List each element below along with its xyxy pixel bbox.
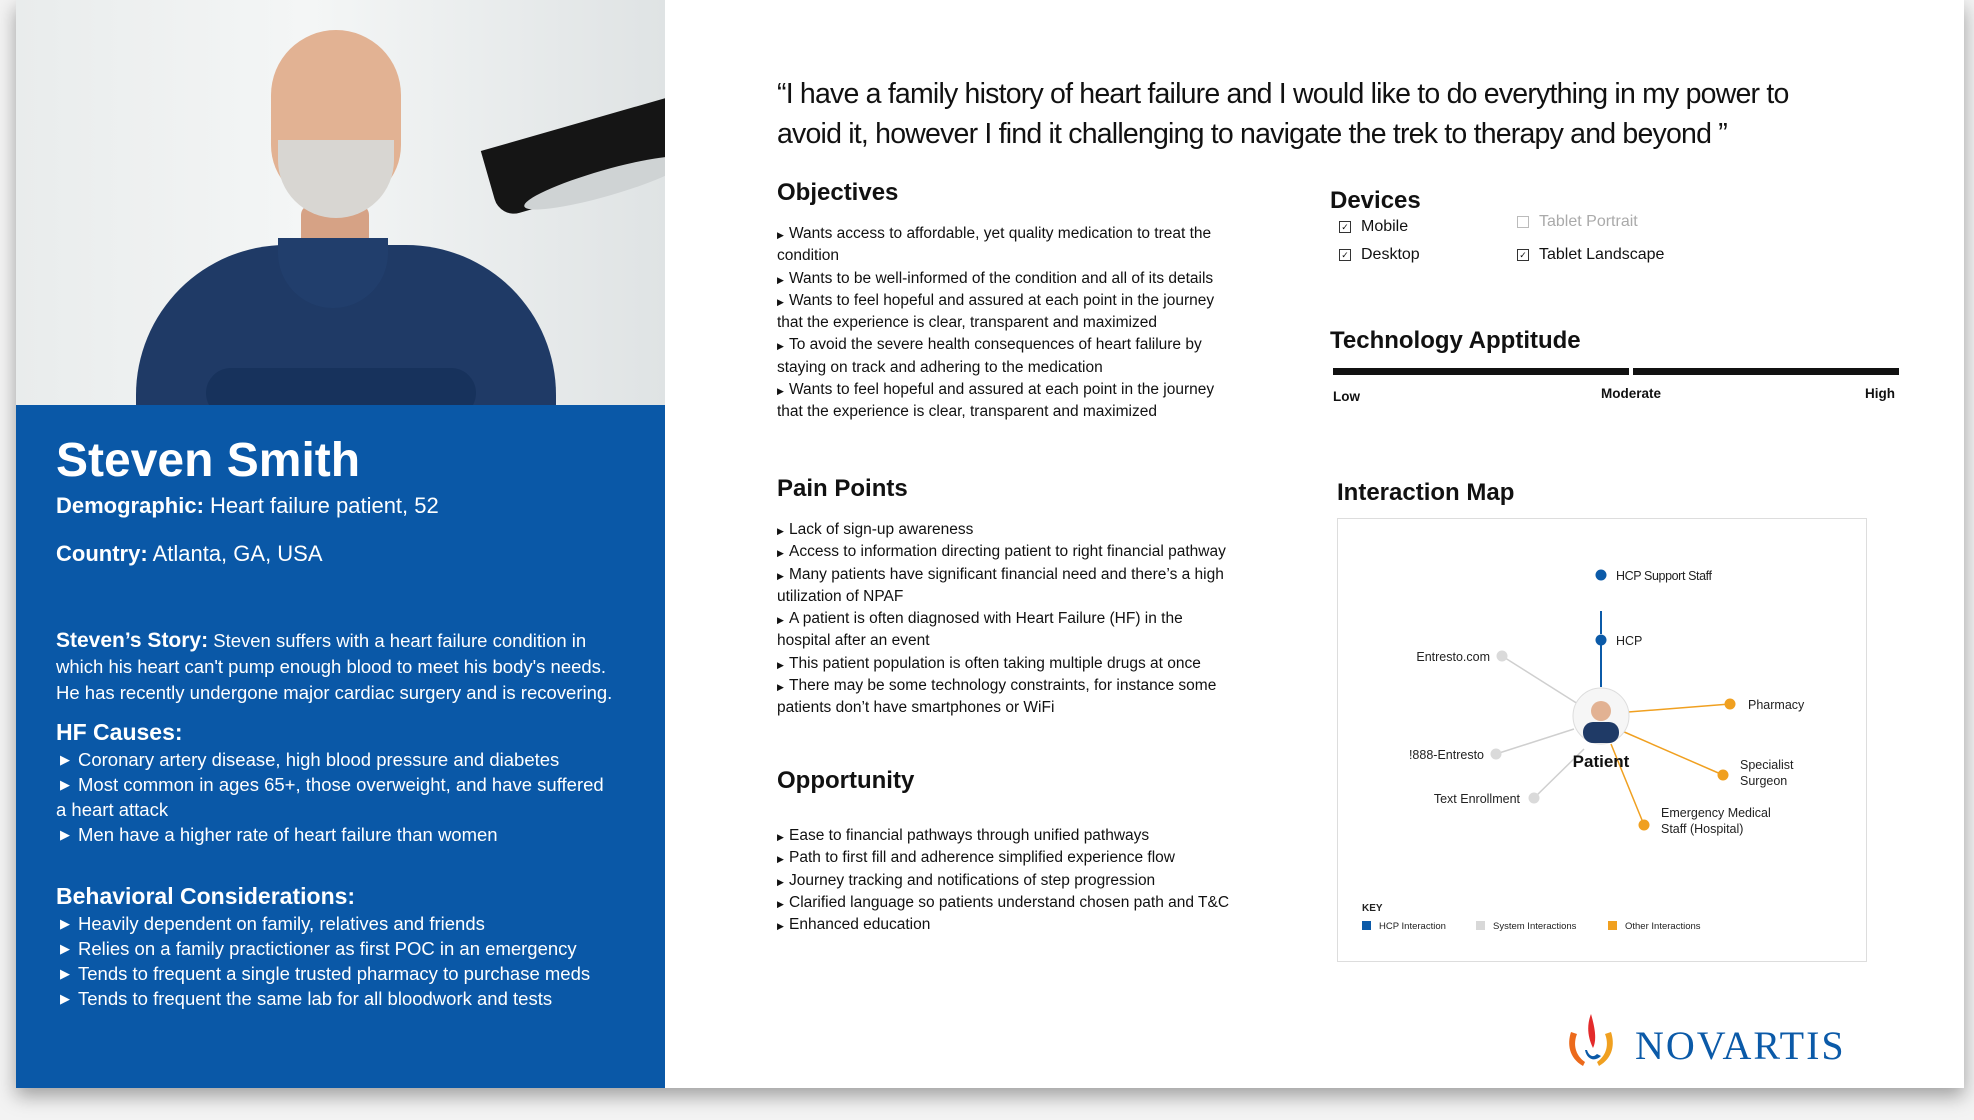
- checkbox-empty-icon: [1517, 216, 1529, 228]
- node-hcp-support-dot: [1596, 570, 1607, 581]
- hf-causes-title: HF Causes:: [56, 719, 183, 745]
- country-label: Country:: [56, 541, 148, 566]
- list-item: that the experience is clear, transparent and maximized: [777, 314, 1157, 332]
- behavioral-title: Behavioral Considerations:: [56, 883, 356, 909]
- node-specialist-dot: [1718, 770, 1729, 781]
- list-item: a heart attack: [56, 799, 169, 820]
- device-mobile: [1339, 218, 1408, 236]
- device-tablet-landscape: [1517, 246, 1664, 264]
- list-item: ▶ Enhanced education: [777, 916, 931, 934]
- key-hcp: HCP Interaction: [1379, 921, 1446, 932]
- novartis-flame-icon: [1565, 1010, 1617, 1070]
- story-text-3: He has recently undergone major cardiac surgery and is recovering.: [56, 682, 613, 703]
- tech-bar-left: [1333, 368, 1629, 375]
- persona-story: [56, 628, 636, 706]
- demographic-line: [56, 493, 439, 519]
- node-text-enrollment-dot: [1529, 793, 1540, 804]
- list-item: ▶ Heavily dependent on family, relatives and friends: [60, 913, 485, 934]
- node-emergency-2: Staff (Hospital): [1661, 822, 1744, 836]
- persona-details-panel: [16, 405, 665, 1088]
- persona-content: [665, 0, 1964, 1088]
- list-item: ▶ This patient population is often taking multiple drugs at once: [777, 654, 1201, 672]
- list-item: utilization of NPAF: [777, 587, 904, 605]
- list-item: ▶ Many patients have significant financial need and there’s a high: [777, 565, 1224, 583]
- patient-label: Patient: [1572, 752, 1630, 771]
- node-entresto-com-dot: [1497, 651, 1508, 662]
- novartis-logo: [1565, 1010, 1885, 1070]
- node-surgeon: Surgeon: [1740, 774, 1788, 788]
- list-item: ▶ Wants to feel hopeful and assured at each point in the journey: [777, 291, 1215, 309]
- node-specialist: Specialist: [1740, 758, 1794, 772]
- persona-card: [16, 0, 1964, 1088]
- list-item: ▶ There may be some technology constraints, for instance some: [777, 677, 1217, 695]
- persona-name: Steven Smith: [56, 434, 361, 487]
- novartis-wordmark: NOVARTIS: [1635, 1023, 1846, 1068]
- opportunity-list: [777, 825, 1297, 936]
- pain-points-list: [777, 519, 1297, 720]
- node-hcp: HCP: [1616, 634, 1643, 648]
- story-text-2: which his heart can't pump enough blood to meet his body's needs.: [56, 656, 607, 677]
- list-item: ▶ Coronary artery disease, high blood pressure and diabetes: [60, 749, 560, 770]
- list-item: ▶ Tends to frequent the same lab for all bloodwork and tests: [60, 988, 553, 1009]
- key-other-swatch: [1608, 921, 1617, 930]
- list-item: that the experience is clear, transparent and maximized: [777, 403, 1157, 421]
- device-tablet-portrait: [1517, 213, 1638, 231]
- device-tablet-portrait-label: Tablet Portrait: [1539, 213, 1638, 230]
- device-tablet-landscape-label: Tablet Landscape: [1539, 246, 1665, 263]
- list-item: ▶ Tends to frequent a single trusted pharmacy to purchase meds: [60, 963, 591, 984]
- persona-quote: [777, 74, 1837, 154]
- node-text-enrollment: Text Enrollment: [1433, 792, 1520, 806]
- link-entresto-phone: [1496, 729, 1574, 754]
- node-entresto-phone-dot: [1491, 749, 1502, 760]
- list-item: ▶ A patient is often diagnosed with Heart Failure (HF) in the: [777, 610, 1183, 628]
- list-item: ▶ Lack of sign-up awareness: [777, 521, 974, 538]
- objectives-title: Objectives: [777, 179, 899, 206]
- list-item: staying on track and adhering to the medication: [777, 358, 1103, 376]
- tech-low-label: Low: [1333, 389, 1360, 404]
- story-label: Steven’s Story:: [56, 629, 209, 652]
- device-desktop-label: Desktop: [1361, 246, 1420, 263]
- hf-causes-list: [56, 747, 636, 847]
- interaction-map-title: Interaction Map: [1337, 479, 1515, 506]
- list-item: ▶ Relies on a family practictioner as first POC in an emergency: [60, 938, 577, 959]
- node-pharmacy-dot: [1725, 699, 1736, 710]
- list-item: patients don’t have smartphones or WiFi: [777, 699, 1055, 717]
- list-item: ▶ Ease to financial pathways through unified pathways: [777, 827, 1150, 844]
- list-item: condition: [777, 247, 840, 265]
- node-entresto-phone: !888-Entresto: [1408, 748, 1484, 762]
- key-hcp-swatch: [1362, 921, 1371, 930]
- list-item: ▶ Wants access to affordable, yet quality medication to treat the: [777, 225, 1212, 242]
- node-emergency-dot: [1639, 820, 1650, 831]
- checkbox-checked-icon: ✓: [1339, 249, 1351, 261]
- interaction-map-diagram: [1338, 519, 1868, 963]
- objectives-list: [777, 223, 1277, 424]
- key-system-swatch: [1476, 921, 1485, 930]
- list-item: hospital after an event: [777, 632, 930, 650]
- tech-high-label: High: [1865, 386, 1895, 401]
- tech-moderate-label: Moderate: [1601, 386, 1662, 401]
- country-line: [56, 541, 323, 567]
- quote-line-2: avoid it, however I find it challenging to navigate the trek to therapy and beyond ”: [777, 118, 1727, 150]
- story-text-1: Steven suffers with a heart failure condition in: [213, 630, 587, 651]
- list-item: ▶ Wants to be well-informed of the condition and all of its details: [777, 269, 1214, 287]
- patient-avatar-body: [1583, 722, 1619, 743]
- country-value: Atlanta, GA, USA: [152, 541, 323, 566]
- device-desktop: [1339, 246, 1420, 264]
- behavioral-list: [56, 911, 636, 1011]
- demographic-label: Demographic:: [56, 493, 204, 518]
- list-item: ▶ Most common in ages 65+, those overweight, and have suffered: [60, 774, 604, 795]
- demographic-value: Heart failure patient, 52: [210, 493, 439, 518]
- list-item: ▶ Men have a higher rate of heart failure than women: [60, 824, 498, 845]
- list-item: ▶ Journey tracking and notifications of step progression: [777, 871, 1156, 889]
- list-item: ▶ Access to information directing patient to right financial pathway: [777, 543, 1226, 561]
- list-item: ▶ Clarified language so patients understand chosen path and T&C: [777, 893, 1230, 911]
- map-key-title: KEY: [1362, 903, 1383, 914]
- list-item: ▶ Wants to feel hopeful and assured at each point in the journey: [777, 381, 1215, 399]
- key-system: System Interactions: [1493, 921, 1577, 932]
- patient-avatar-head: [1591, 701, 1611, 721]
- node-hcp-dot: [1596, 635, 1607, 646]
- persona-photo: [16, 0, 665, 405]
- device-mobile-label: Mobile: [1361, 218, 1409, 235]
- link-entresto-com: [1502, 656, 1578, 704]
- list-item: ▶ To avoid the severe health consequences of heart falilure by: [777, 336, 1202, 354]
- opportunity-title: Opportunity: [777, 767, 915, 794]
- list-item: ▶ Path to first fill and adherence simplified experience flow: [777, 849, 1175, 867]
- tech-aptitude-title: Technology Apptitude: [1330, 327, 1581, 354]
- checkbox-checked-icon: ✓: [1339, 221, 1351, 233]
- interaction-map: [1337, 518, 1867, 962]
- checkbox-checked-icon: ✓: [1517, 249, 1529, 261]
- pain-points-title: Pain Points: [777, 475, 908, 502]
- node-entresto-com: Entresto.com: [1416, 650, 1490, 664]
- devices-title: Devices: [1330, 187, 1421, 214]
- tech-bar-right: [1633, 368, 1899, 375]
- quote-line-1: “I have a family history of heart failure and I would like to do everything in my power to: [777, 78, 1789, 110]
- link-pharmacy: [1628, 704, 1730, 712]
- node-emergency-1: Emergency Medical: [1661, 806, 1771, 820]
- key-other: Other Interactions: [1625, 921, 1701, 932]
- node-hcp-support: HCP Support Staff: [1616, 569, 1712, 583]
- persona-sidebar: [16, 0, 665, 1088]
- link-specialist: [1622, 731, 1723, 775]
- node-pharmacy: Pharmacy: [1748, 698, 1805, 712]
